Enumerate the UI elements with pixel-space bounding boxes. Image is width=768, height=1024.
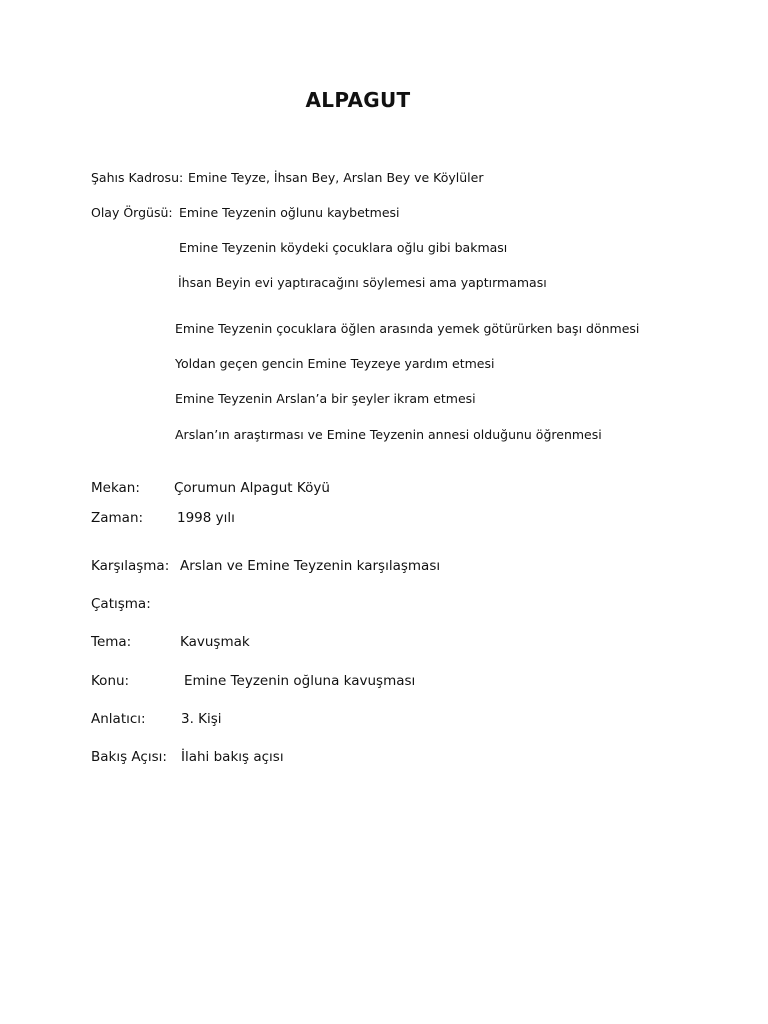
mekan-value: Çorumun Alpagut Köyü bbox=[174, 480, 330, 496]
olay-orgusu-item: Emine Teyzenin Arslan’a bir şeyler ikram etmesi bbox=[175, 391, 476, 406]
konu-label: Konu: bbox=[91, 673, 130, 689]
olay-orgusu-item: Emine Teyzenin köydeki çocuklara oğlu gibi bakması bbox=[179, 240, 508, 255]
mekan-label: Mekan: bbox=[91, 480, 140, 496]
konu-value: Emine Teyzenin oğluna kavuşması bbox=[184, 673, 416, 689]
bakis-acisi-value: İlahi bakış açısı bbox=[181, 749, 284, 765]
tema-label: Tema: bbox=[91, 634, 132, 650]
olay-orgusu-item: Arslan’ın araştırması ve Emine Teyzenin annesi olduğunu öğrenmesi bbox=[175, 427, 602, 442]
sahis-kadrosu-label: Şahıs Kadrosu: bbox=[91, 170, 184, 185]
olay-orgusu-label: Olay Örgüsü: bbox=[91, 205, 173, 220]
olay-orgusu-item: Emine Teyzenin oğlunu kaybetmesi bbox=[179, 205, 400, 220]
olay-orgusu-item: Yoldan geçen gencin Emine Teyzeye yardım etmesi bbox=[175, 356, 495, 371]
olay-orgusu-item: Emine Teyzenin çocuklara öğlen arasında yemek götürürken başı dönmesi bbox=[175, 321, 640, 336]
karsilasma-value: Arslan ve Emine Teyzenin karşılaşması bbox=[180, 558, 441, 574]
sahis-kadrosu-value: Emine Teyze, İhsan Bey, Arslan Bey ve Köylüler bbox=[188, 170, 484, 185]
olay-orgusu-item: İhsan Beyin evi yaptıracağını söylemesi ama yaptırmaması bbox=[178, 275, 547, 290]
karsilasma-label: Karşılaşma: bbox=[91, 558, 170, 574]
tema-value: Kavuşmak bbox=[180, 634, 250, 650]
anlatici-label: Anlatıcı: bbox=[91, 711, 146, 727]
document-title: ALPAGUT bbox=[305, 88, 411, 112]
anlatici-value: 3. Kişi bbox=[181, 711, 222, 727]
catisma-label: Çatışma: bbox=[91, 596, 151, 612]
zaman-value: 1998 yılı bbox=[177, 510, 235, 526]
bakis-acisi-label: Bakış Açısı: bbox=[91, 749, 167, 765]
zaman-label: Zaman: bbox=[91, 510, 144, 526]
